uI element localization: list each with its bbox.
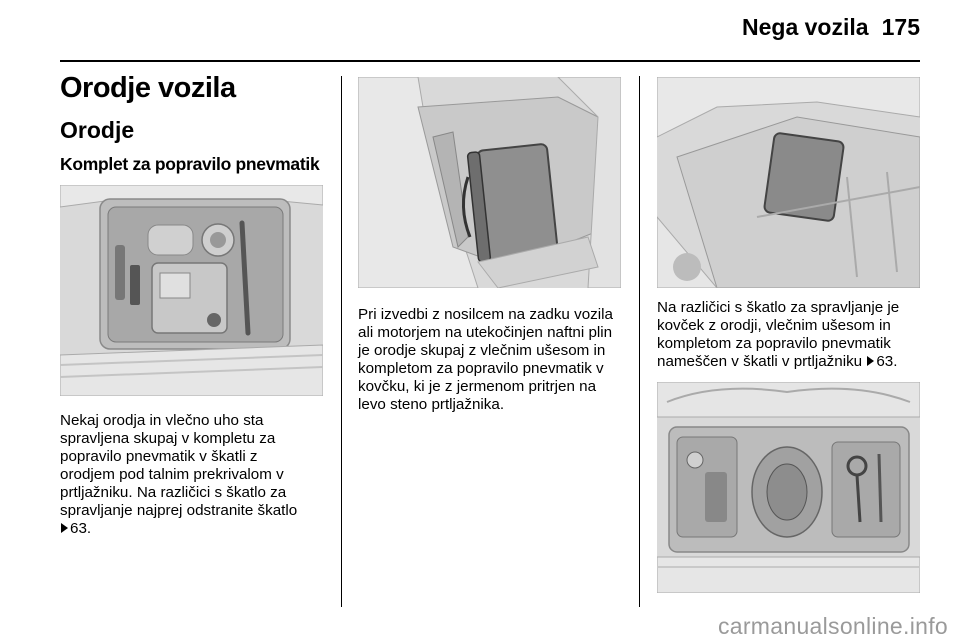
paragraph-col3 [657, 299, 932, 371]
xref-page-col3[interactable]: 63. [876, 353, 898, 370]
footer-watermark: carmanualsonline.info [717, 613, 948, 639]
xref-page-col1[interactable]: 63. [70, 520, 92, 537]
page-number: 175 [881, 14, 920, 40]
column-divider-left [341, 76, 342, 607]
heading-komplet: Komplet za popravilo pnevmatik [60, 154, 320, 174]
illustration-storage-box-case [657, 77, 920, 288]
paragraph-col1-text: Nekaj orodja in vlečno uho sta spravljena skupaj v kompletu za popravilo pnevmatik v škatli z orodjem pod talnim prekrivalom v prtljažniku. Na različici s škatlo za spravljanje najprej odstranite škatlo [60, 412, 298, 519]
heading-orodje: Orodje [60, 117, 135, 143]
paragraph-col3-text: Na različici s škatlo za spravljanje je kovček z orodji, vlečnim ušesom in kompletom za popravilo pnevmatik nameščen v škatli v prtljažniku [657, 299, 900, 370]
illustration-floor-tool-kit-open [657, 382, 920, 593]
paragraph-col1 [60, 412, 335, 538]
heading-orodje-vozila: Orodje vozila [60, 72, 236, 104]
illustration-tool-kit-floor [60, 185, 323, 396]
header-rule [60, 60, 920, 62]
paragraph-col2: Pri izvedbi z nosilcem na zadku vozila ali motorjem na utekočinjen naftni plin je orodje skupaj z vlečnim ušesom in kompletom za popravilo pnevmatik v kovčku, ki je z jermenom pritrjen na levo steno prtljažnika. [358, 306, 613, 413]
triangle-right-icon [867, 356, 874, 366]
triangle-right-icon [61, 523, 68, 533]
header-title: Nega vozila [742, 14, 869, 40]
illustration-trunk-case-left-wall [358, 77, 621, 288]
